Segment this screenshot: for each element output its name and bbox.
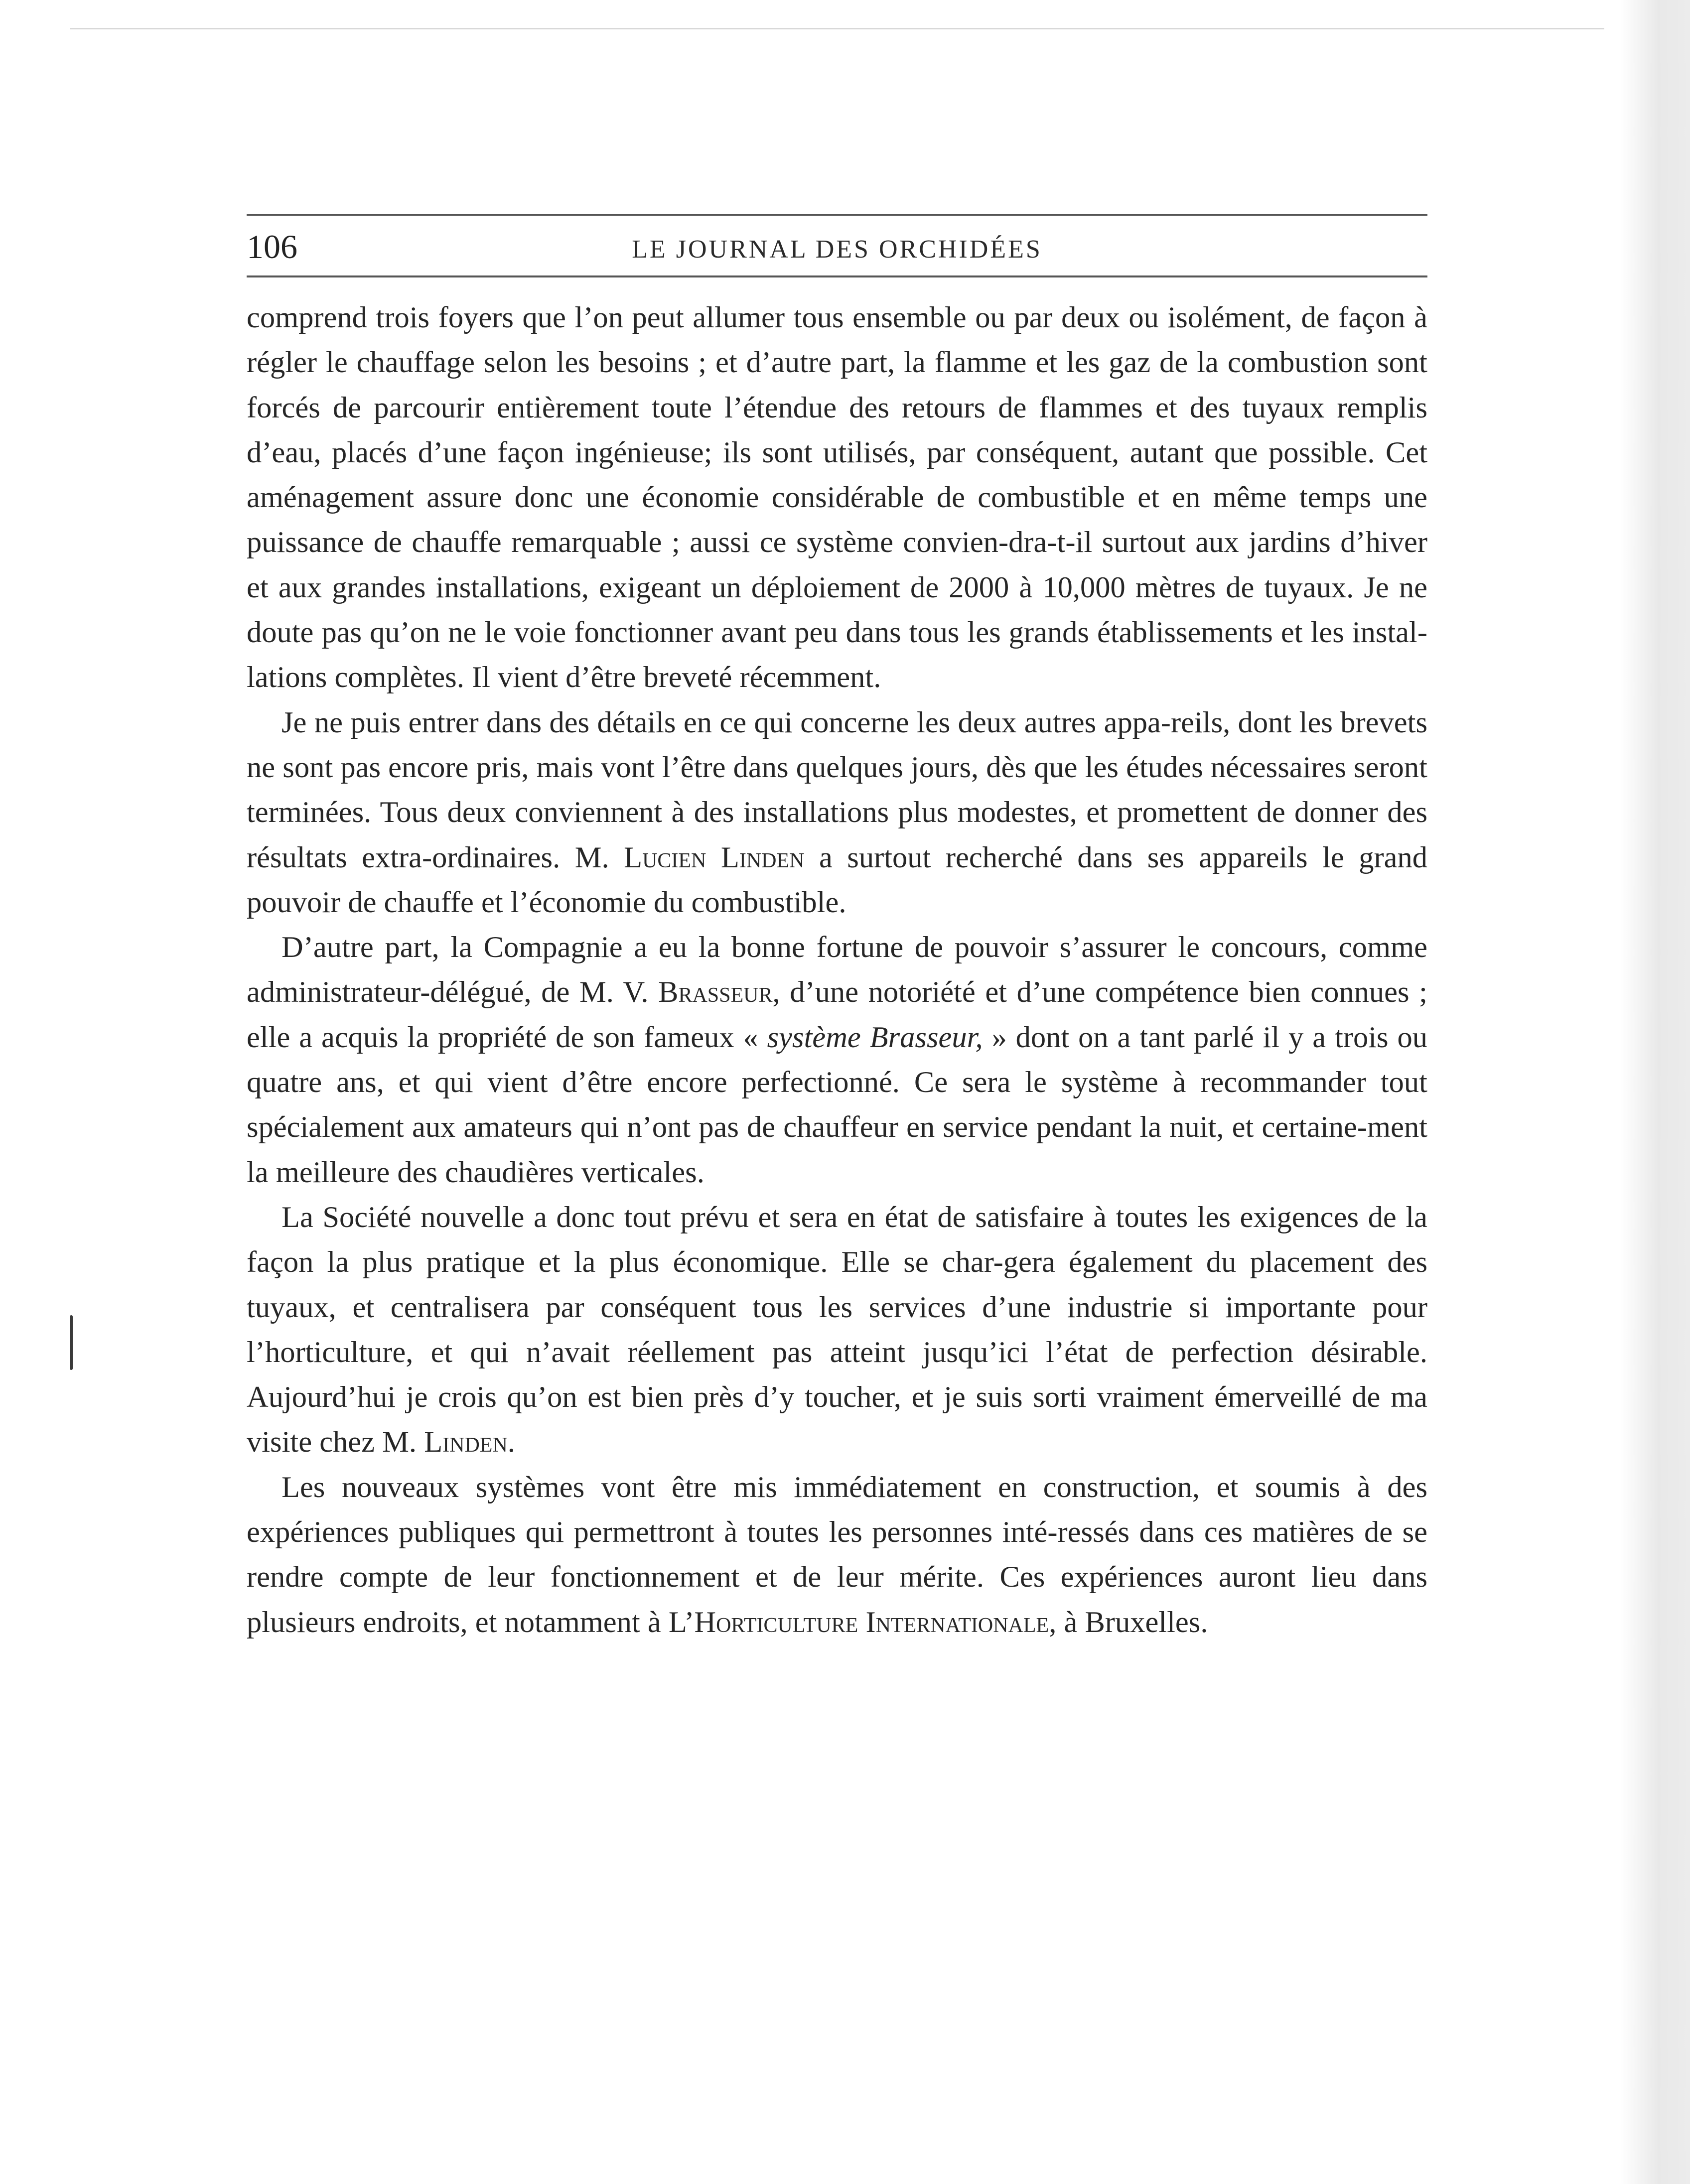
article-body [247,295,1427,1645]
header-bottom-rule [247,275,1427,277]
paragraph-3-text-end: » dont on a tant parlé il y a trois ou quatre ans, et qui vient d’être encore perfectionné. Ce sera le système à recommander tout spécialement aux amateurs qui n’ont pas de chauffeur en service pendant la nuit, et certaine-ment la meilleure des chaudières verticales. [247,1020,1427,1189]
scan-top-edge-line [70,28,1604,29]
scan-page-edge-shadow [1620,0,1690,2184]
paragraph-2-text-end: a surtout recherché dans ses appareils le grand pouvoir de chauffe et l’économie du combustible. [247,840,1427,919]
page-number: 106 [247,228,297,266]
person-name-brasseur: Brasseur [658,975,773,1009]
paragraph-3 [247,925,1427,1195]
journal-page [247,214,1427,1645]
paragraph-5-text-start: Les nouveaux systèmes vont être mis immédiatement en construction, et soumis à des expériences publiques qui permettront à toutes les personnes inté-ressés dans ces matières de se rendre compte de leur fonctionnement et de leur mérite. Ces expériences auront lieu dans plusieurs endroits, et notamment à [247,1470,1427,1639]
paragraph-3-text-start: D’autre part, la Compagnie a eu la bonne fortune de pouvoir s’assurer le concours, comme administrateur-délégué, de M. V. [247,931,1427,1009]
paragraph-4-text-start: La Société nouvelle a donc tout prévu et sera en état de satisfaire à toutes les exigences de la façon la plus pratique et la plus économique. Elle se char-gera également du placement des tuyaux, et centralisera par conséquent tous les services d’une industrie si importante pour l’horticulture, et qui n’avait réellement pas atteint jusqu’ici l’état de perfection désirable. Aujourd’hui je crois qu’on est bien près d’y toucher, et je suis sorti vraiment émerveillé de ma visite chez M. [247,1200,1427,1459]
paragraph-5 [247,1465,1427,1645]
person-name-linden: Linden [424,1425,508,1459]
paragraph-1 [247,295,1427,700]
paragraph-4 [247,1195,1427,1465]
scan-margin-mark [70,1315,73,1370]
page-header [247,216,1427,275]
paragraph-2 [247,700,1427,925]
paragraph-2-text-start: Je ne puis entrer dans des détails en ce qui concerne les deux autres appa-reils, dont les brevets ne sont pas encore pris, mais vont l’être dans quelques jours, dès que les études nécessaires seront terminées. Tous deux conviennent à des installations plus modestes, et promettent de donner des résultats extra-ordinaires. M. [247,705,1427,874]
paragraph-5-text-end: , à Bruxelles. [1049,1605,1208,1639]
running-head: LE JOURNAL DES ORCHIDÉES [632,235,1042,264]
paragraph-1-text: comprend trois foyers que l’on peut allumer tous ensemble ou par deux ou isolément, de façon à régler le chauffage selon les besoins ; et d’autre part, la flamme et les gaz de la combustion sont forcés de parcourir entièrement toute l’étendue des retours de flammes et des tuyaux remplis d’eau, placés d’une façon ingénieuse; ils sont utilisés, par conséquent, autant que possible. Cet aménagement assure donc une économie considérable de combustible et en même temps une puissance de chauffe remarquable ; aussi ce système convien-dra-t-il surtout aux jardins d’hiver et aux grandes installations, exigeant un déploiement de 2000 à 10,000 mètres de tuyaux. Je ne doute pas qu’on ne le voie fonctionner avant peu dans tous les grands établissements et les instal-lations complètes. Il vient d’être breveté récemment. [247,301,1427,694]
company-name-horticulture-internationale: L’Horticulture Internationale [668,1605,1049,1639]
system-name-italic: système Brasseur, [767,1020,983,1054]
paragraph-3-text-middle: , d’une notoriété et d’une compétence bien connues ; elle a acquis la propriété de son fameux « [247,975,1427,1054]
person-name-lucien-linden: Lucien Linden [624,840,805,874]
paragraph-4-text-end: . [507,1425,515,1459]
